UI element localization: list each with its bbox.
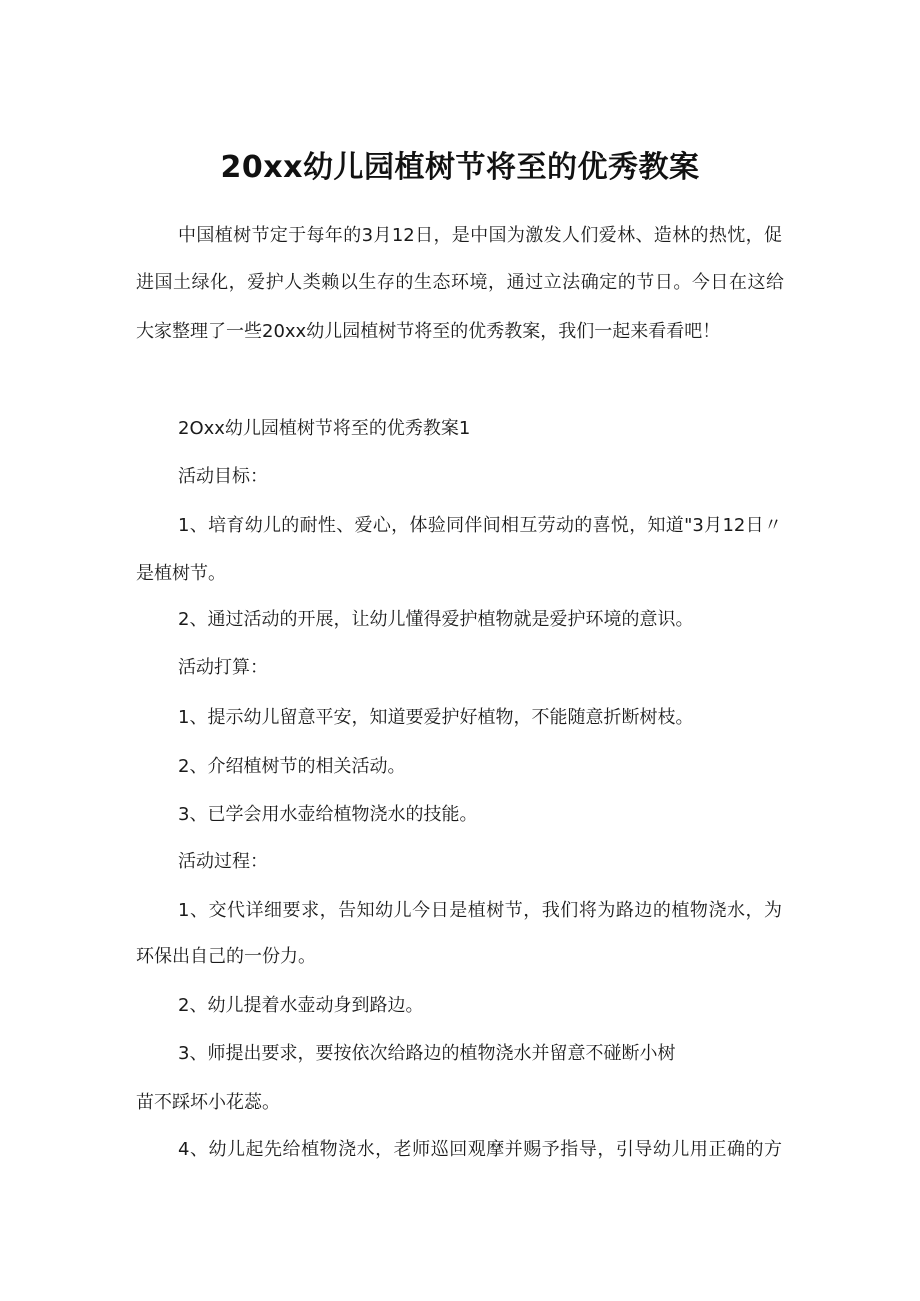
goal-1-line-2: 是植树节。 [136, 563, 226, 584]
plan-2: 2、介绍植树节的相关活动。 [178, 756, 406, 777]
plan-3: 3、已学会用水壶给植物浇水的技能。 [178, 804, 478, 825]
intro-line-1: 中国植树节定于每年的3月12日，是中国为激发人们爱林、造林的热忱，促 [178, 225, 782, 246]
intro-line-2: 进国土绿化，爱护人类赖以生存的生态环境，通过立法确定的节日。今日在这给 [136, 272, 784, 293]
step-3-line-2: 苗不踩坏小花蕊。 [136, 1092, 280, 1113]
section-heading: 2Oxx幼儿园植树节将至的优秀教案1 [178, 418, 471, 439]
plan-label: 活动打算： [178, 657, 268, 678]
intro-line-3: 大家整理了一些20xx幼儿园植树节将至的优秀教案，我们一起来看看吧！ [136, 321, 721, 342]
step-3-line-1: 3、师提出要求，要按依次给路边的植物浇水并留意不碰断小树 [178, 1043, 676, 1064]
plan-1: 1、提示幼儿留意平安，知道要爱护好植物，不能随意折断树枝。 [178, 707, 694, 728]
process-label: 活动过程： [178, 851, 268, 872]
step-2: 2、幼儿提着水壶动身到路边。 [178, 995, 424, 1016]
goal-1-line-1: 1、培育幼儿的耐性、爱心，体验同伴间相互劳动的喜悦，知道"3月12日〃 [178, 515, 782, 536]
step-1-line-1: 1、交代详细要求，告知幼儿今日是植树节，我们将为路边的植物浇水，为 [178, 900, 782, 921]
goals-label: 活动目标： [178, 466, 268, 487]
step-4-line-1: 4、幼儿起先给植物浇水，老师巡回观摩并赐予指导，引导幼儿用正确的方 [178, 1139, 782, 1160]
goal-2: 2、通过活动的开展，让幼儿懂得爱护植物就是爱护环境的意识。 [178, 609, 694, 630]
step-1-line-2: 环保出自己的一份力。 [136, 946, 316, 967]
document-title: 20xx幼儿园植树节将至的优秀教案 [220, 150, 700, 185]
